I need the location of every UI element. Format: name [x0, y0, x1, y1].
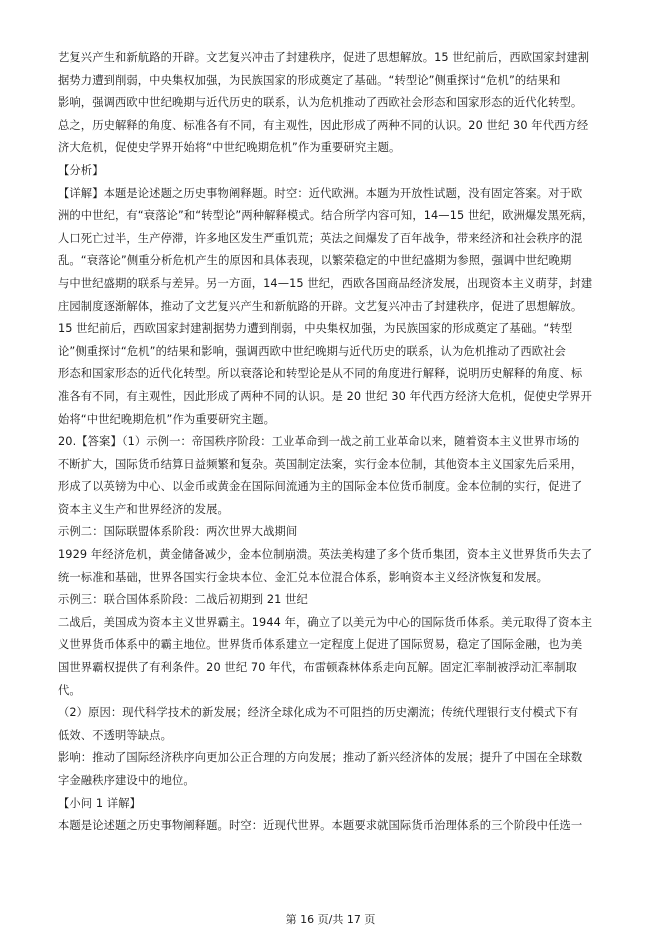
- text-line: 国世界霸权提供了有利条件。20 世纪 70 年代，布雷顿森林体系走向瓦解。固定汇率制被浮动汇率制取: [58, 661, 577, 675]
- text-line: 形态和国家形态的近代化转型。所以衰落论和转型论是从不同的角度进行解释，说明历史解释的角度、标: [58, 367, 583, 381]
- document-body: [58, 47, 606, 838]
- text-line: 影响：推动了国际经济秩序向更加公正合理的方向发展；推动了新兴经济体的发展；提升了中国在全球数: [58, 751, 583, 765]
- answer-heading: 20.【答案】（1）示例一：帝国秩序阶段：工业革命到一战之前工业革命以来，随着资本主义世界市场的: [58, 435, 580, 449]
- text-line: 人口死亡过半，生产停滞，许多地区发生严重饥荒；英法之间爆发了百年战争，带来经济和社会秩序的混: [58, 231, 583, 245]
- text-line: 济大危机，促使史学界开始将“中世纪晚期危机”作为重要研究主题。: [58, 141, 401, 155]
- text-line: 形成了以英镑为中心、以金币或黄金在国际间流通为主的国际金本位货币制度。金本位制的实行，促进了: [58, 480, 583, 494]
- text-line: （2）原因：现代科学技术的新发展；经济全球化成为不可阻挡的历史潮流；传统代理银行支付模式下有: [58, 706, 579, 720]
- text-line: 本题是论述题之历史事物阐释题。时空：近现代世界。本题要求就国际货币治理体系的三个阶段中任选一: [58, 819, 583, 833]
- text-line: 示例二：国际联盟体系阶段：两次世界大战期间: [58, 525, 298, 539]
- text-line: 不断扩大，国际货币结算日益频繁和复杂。英国制定法案，实行金本位制，其他资本主义国家先后采用，: [58, 457, 583, 471]
- text-line: 准各有不同，有主观性，因此形成了两种不同的认识。是 20 世纪 30 年代西方经济大危机，促使史学界开: [58, 389, 592, 403]
- text-line: 二战后，美国成为资本主义世界霸主。1944 年，确立了以美元为中心的国际货币体系。美元取得了资本主: [58, 615, 593, 629]
- text-line: 低效、不透明等缺点。: [58, 728, 172, 742]
- text-line: 艺复兴产生和新航路的开辟。文艺复兴冲击了封建秩序，促进了思想解放。15 世纪前后，西欧国家封建割: [58, 51, 590, 64]
- text-line: 义世界货币体系中的霸主地位。世界货币体系建立一定程度上促进了国际贸易，稳定了国际金融，也为美: [58, 638, 583, 652]
- text-line: 影响，强调西欧中世纪晚期与近代历史的联系，认为危机推动了西欧社会形态和国家形态的近代化转型。: [58, 96, 583, 110]
- text-line: 字金融秩序建设中的地位。: [58, 774, 195, 787]
- text-line: 代。: [58, 683, 81, 697]
- text-line: 资本主义生产和世界经济的发展。: [58, 502, 229, 516]
- text-line: 据势力遭到削弱，中央集权加强，为民族国家的形成奠定了基础。“转型论”侧重探讨“危机”的结果和: [58, 73, 561, 87]
- text-line: 洲的中世纪，有“衰落论”和“转型论”两种解释模式。结合所学内容可知，14—15 世纪，欧洲爆发黑死病，: [58, 209, 594, 223]
- text-line: 统一标准和基础，世界各国实行金块本位、金汇兑本位混合体系，影响资本主义经济恢复和发展。: [58, 570, 549, 584]
- text-line: 始将“中世纪晚期危机”作为重要研究主题。: [58, 412, 276, 426]
- text-line: 与中世纪盛期的联系与差异。另一方面，14—15 世纪，西欧各国商品经济发展，出现资本主义萌芽，封建: [58, 276, 593, 290]
- text-line: 总之，历史解释的角度、标准各有不同，有主观性，因此形成了两种不同的认识。20 世纪 30 年代西方经: [58, 118, 589, 132]
- section-heading: 【分析】: [58, 163, 104, 177]
- text-line: 乱。“衰落论”侧重分析危机产生的原因和具体表现，以繁荣稳定的中世纪盛期为参照，强调中世纪晚期: [58, 254, 572, 268]
- text-line: 论”侧重探讨“危机”的结果和影响，强调西欧中世纪晚期与近代历史的联系，认为危机推动了西欧社会: [58, 344, 566, 358]
- text-line: 1929 年经济危机，黄金储备减少，金本位制崩溃。英法美构建了多个货币集团，资本主义世界货币失去了: [58, 548, 593, 562]
- text-line: 【详解】本题是论述题之历史事物阐释题。时空：近代欧洲。本题为开放性试题，没有固定答案。对于欧: [58, 186, 583, 200]
- text-line: 庄园制度逐渐解体，推动了文艺复兴产生和新航路的开辟。文艺复兴冲击了封建秩序，促进了思想解放。: [58, 299, 583, 313]
- page-footer: 第 16 页/共 17 页: [285, 913, 376, 926]
- text-line: 示例三：联合国体系阶段：二战后初期到 21 世纪: [58, 593, 308, 607]
- section-heading: 【小问 1 详解】: [58, 796, 142, 810]
- text-line: 15 世纪前后，西欧国家封建割据势力遭到削弱，中央集权加强，为民族国家的形成奠定了基础。“转型: [58, 322, 573, 336]
